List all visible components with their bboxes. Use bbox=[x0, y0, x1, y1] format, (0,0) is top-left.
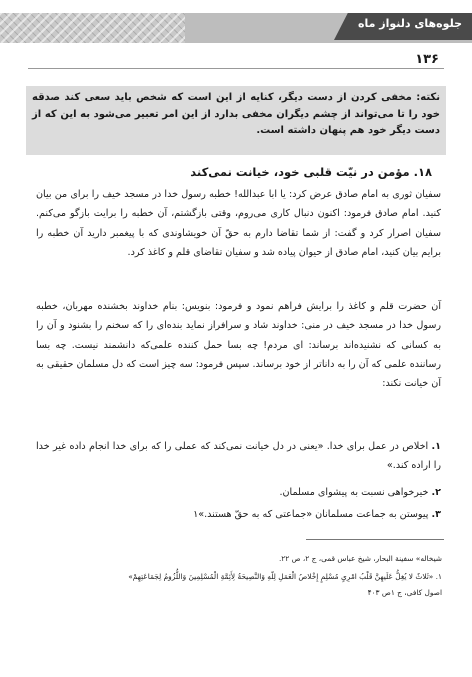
list-item-number: ۱. bbox=[431, 441, 441, 452]
footnote-line-1: شیخاله» سفینة البحار، شیخ عباس قمی، ج ۲، ص ۲۲. bbox=[278, 554, 442, 563]
footnote-line-2: ۱. «ثَلاثٌ لا یُغِلُّ عَلَیهِنَّ قَلْبُ امْرِیٍ مُسْلِمٍ إِخْلاصُ الْعَمَلِ لِلّهِ وَالنَّصِیحَةُ لِأَئِمَّةِ الْمُسْلِمِینَ وَاللُّزُومُ لِجَمَاعَتِهِمْ» bbox=[128, 572, 442, 581]
note-text: نکته: مخفی کردن از دست دیگر، کنایه از این است که شخص باید سعی کند صدقه خود را تا می‌تواند از چشم دیگران مخفی بدارد از این امر تعبیر می‌شود به این که از دست دیگر خود هم پنهان داشته است. bbox=[32, 92, 440, 136]
header-ornament bbox=[0, 13, 185, 43]
section-heading: ۱۸. مؤمن در نیّت قلبی خود، خیانت نمی‌کند bbox=[190, 165, 432, 179]
footnote-divider bbox=[306, 539, 444, 540]
list-item-2 bbox=[36, 483, 441, 502]
list-item-1 bbox=[36, 437, 441, 476]
running-header-title: جلوه‌های دلنواز ماه bbox=[357, 17, 462, 30]
list-item-text: اخلاص در عمل برای خدا. «یعنی در دل خیانت نمی‌کند که عملی را که برای خدا انجام داده غیر خدا را اراده کند.» bbox=[36, 441, 441, 472]
list-item-text: خیرخواهی نسبت به پیشوای مسلمان. bbox=[279, 487, 429, 498]
list-item-text: پیوستن به جماعت مسلمانان «جماعتی که به حقّ هستند.»۱ bbox=[193, 509, 429, 520]
list-item-number: ۳. bbox=[431, 509, 441, 520]
body-paragraph-1: سفیان ثوری به امام صادق عرض کرد: یا ابا عبدالله! خطبه رسول خدا در مسجد خیف را برای من بیان کنید. امام صادق فرمود: اکنون دنبال کاری می‌روم، وقتی بازگشتم، آن خطبه را برایت بازگو می‌کنم. سفیان اصرار کرد و گفت: از شما تقاضا دارم به حقّ آن خویشاوندی که با پیغمبر دارید آن خطبه را برایم بیان کنید، امام صادق از حیوان پیاده شد و سفیان تقاضای قلم و کاغذ کرد. bbox=[36, 189, 441, 258]
footnote-line-3: اصول کافی، ج ۱ص ۴۰۳ bbox=[367, 588, 442, 597]
header-divider bbox=[28, 68, 444, 69]
body-paragraph-2: آن حضرت قلم و کاغذ را برایش فراهم نمود و فرمود: بنویس: بنام خداوند بخشنده مهربان، خطبه رسول خدا در مسجد خیف در منی: خداوند شاد و سرافراز نماید بنده‌ای را که سخنم را بشنود و آن را به کسانی که نشنیده‌اند برساند: ای مردم! چه بسا حمل کننده علمی‌که دانشمند نیست. چه بسا رساننده علمی که آن را به داناتر از خود برساند. سپس فرمود: سه چیز است که دل مسلمان حقیقی به آن خیانت نکند: bbox=[36, 301, 441, 390]
list-item-3 bbox=[36, 505, 441, 524]
page-number: ۱۳۶ bbox=[415, 52, 439, 67]
list-item-number: ۲. bbox=[431, 487, 441, 498]
